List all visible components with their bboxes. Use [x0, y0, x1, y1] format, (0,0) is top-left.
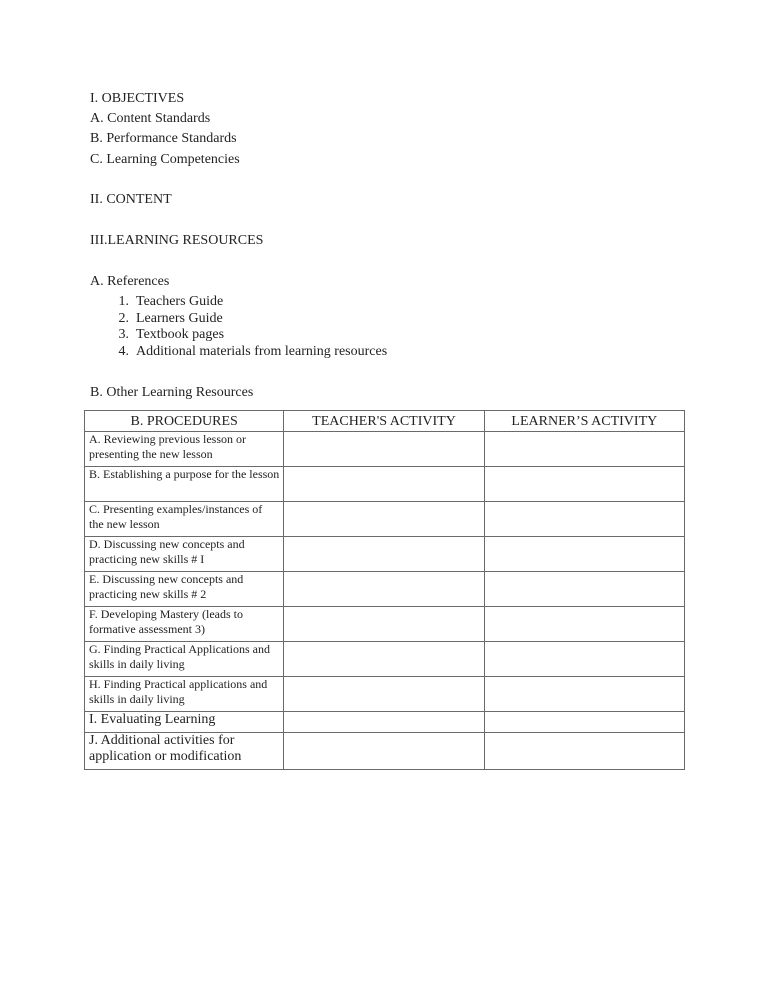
procedure-cell: B. Establishing a purpose for the lesson — [85, 467, 284, 502]
procedure-cell: J. Additional activities for application or modification — [85, 733, 284, 770]
learning-resources-heading: III.LEARNING RESOURCES — [90, 233, 264, 248]
teacher-activity-cell[interactable] — [284, 502, 484, 537]
procedure-cell: I. Evaluating Learning — [85, 712, 284, 733]
teacher-activity-cell[interactable] — [284, 537, 484, 572]
procedure-cell: H. Finding Practical applications and skills in daily living — [85, 677, 284, 712]
teacher-activity-cell[interactable] — [284, 677, 484, 712]
teacher-activity-cell[interactable] — [284, 733, 484, 770]
reference-text: Additional materials from learning resources — [136, 344, 388, 359]
reference-text: Learners Guide — [136, 311, 223, 326]
other-learning-resources-heading: B. Other Learning Resources — [90, 385, 254, 400]
table-row — [85, 467, 685, 502]
references-heading: A. References — [90, 274, 170, 289]
teacher-activity-cell[interactable] — [284, 432, 484, 467]
learner-activity-cell[interactable] — [484, 642, 684, 677]
reference-text: Textbook pages — [136, 327, 225, 342]
objective-content-standards: A. Content Standards — [90, 111, 211, 126]
teacher-activity-cell[interactable] — [284, 467, 484, 502]
table-row — [85, 733, 685, 770]
objective-performance-standards: B. Performance Standards — [90, 131, 237, 146]
header-teachers-activity: TEACHER'S ACTIVITY — [284, 411, 484, 432]
teacher-activity-cell[interactable] — [284, 572, 484, 607]
learner-activity-cell[interactable] — [484, 572, 684, 607]
reference-number: 3. — [118, 327, 129, 342]
learner-activity-cell[interactable] — [484, 467, 684, 502]
objectives-heading: I. OBJECTIVES — [90, 91, 185, 106]
procedure-cell: C. Presenting examples/instances of the new lesson — [85, 502, 284, 537]
table-row — [85, 432, 685, 467]
learner-activity-cell[interactable] — [484, 537, 684, 572]
learner-activity-cell[interactable] — [484, 733, 684, 770]
header-procedures: B. PROCEDURES — [85, 411, 284, 432]
table-row — [85, 502, 685, 537]
header-learners-activity: LEARNER’S ACTIVITY — [484, 411, 684, 432]
reference-number: 1. — [118, 294, 129, 309]
table-header-row — [85, 411, 685, 432]
learner-activity-cell[interactable] — [484, 607, 684, 642]
learner-activity-cell[interactable] — [484, 432, 684, 467]
table-row — [85, 537, 685, 572]
table-row — [85, 712, 685, 733]
procedure-cell: F. Developing Mastery (leads to formative assessment 3) — [85, 607, 284, 642]
content-heading: II. CONTENT — [90, 192, 172, 207]
table-row — [85, 572, 685, 607]
procedures-table — [84, 410, 685, 770]
teacher-activity-cell[interactable] — [284, 642, 484, 677]
learner-activity-cell[interactable] — [484, 677, 684, 712]
learner-activity-cell[interactable] — [484, 502, 684, 537]
procedure-cell: E. Discussing new concepts and practicing new skills # 2 — [85, 572, 284, 607]
teacher-activity-cell[interactable] — [284, 712, 484, 733]
procedure-cell: A. Reviewing previous lesson or presenting the new lesson — [85, 432, 284, 467]
reference-text: Teachers Guide — [136, 294, 224, 309]
table-row — [85, 677, 685, 712]
teacher-activity-cell[interactable] — [284, 607, 484, 642]
table-row — [85, 607, 685, 642]
reference-number: 2. — [118, 311, 129, 326]
procedure-cell: D. Discussing new concepts and practicing new skills # I — [85, 537, 284, 572]
table-row — [85, 642, 685, 677]
reference-number: 4. — [118, 344, 129, 359]
procedure-cell: G. Finding Practical Applications and skills in daily living — [85, 642, 284, 677]
learner-activity-cell[interactable] — [484, 712, 684, 733]
objective-learning-competencies: C. Learning Competencies — [90, 152, 240, 167]
